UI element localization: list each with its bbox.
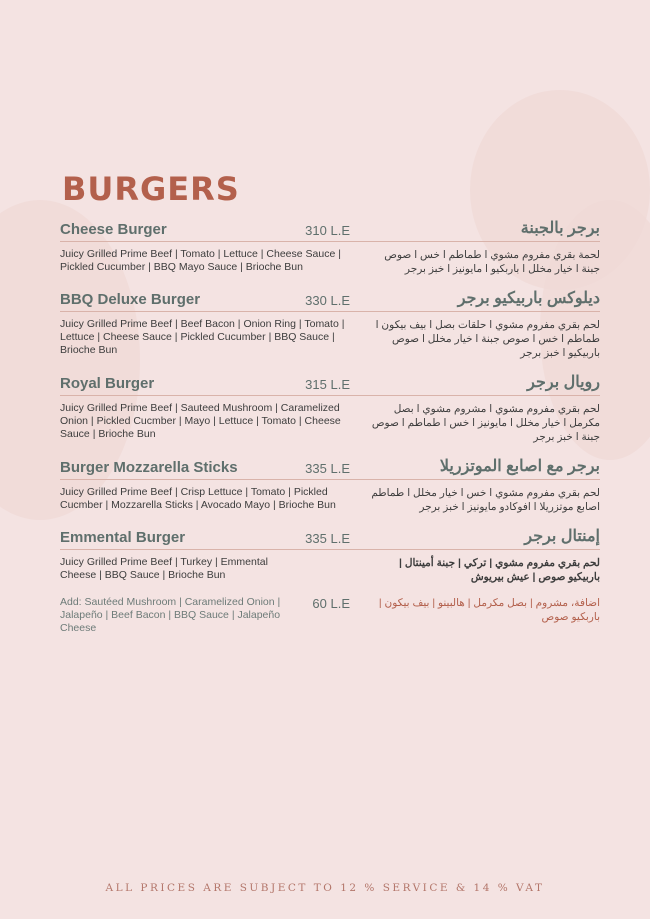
item-name: Emmental Burger: [60, 529, 186, 546]
item-price: 335 L.E: [305, 461, 350, 476]
addon-price: 60 L.E: [312, 596, 350, 611]
menu-list: [60, 218, 600, 635]
item-description: Juicy Grilled Prime Beef | Beef Bacon | Onion Ring | Tomato | Lettuce | Cheese Sauce | Pickled Cucumber | BBQ Sauce | Brioche Bun: [60, 318, 345, 356]
menu-item: [60, 218, 600, 276]
menu-item: [60, 456, 600, 514]
item-name: BBQ Deluxe Burger: [60, 291, 201, 308]
menu-item: [60, 372, 600, 444]
item-name: Burger Mozzarella Sticks: [60, 459, 238, 476]
item-name-arabic: برجر مع اصابع الموتزريلا: [439, 458, 600, 475]
item-description: Juicy Grilled Prime Beef | Turkey | Emmental Cheese | BBQ Sauce | Brioche Bun: [60, 556, 268, 581]
item-name: Royal Burger: [60, 375, 155, 392]
item-price: 330 L.E: [305, 293, 350, 308]
addons: [60, 596, 600, 635]
item-name-arabic: برجر بالجبنة: [520, 220, 600, 237]
item-description: Juicy Grilled Prime Beef | Tomato | Lettuce | Cheese Sauce | Pickled Cucumber | BBQ Mayo Sauce | Brioche Bun: [60, 248, 341, 273]
item-price: 335 L.E: [305, 531, 350, 546]
item-name: Cheese Burger: [60, 221, 167, 238]
item-name-arabic: ديلوكس باربيكيو برجر: [457, 290, 600, 307]
item-description-arabic: لحم بقري مفروم مشوي | تركي | جبنة أمينتال | باربيكيو صوص | عيش بيريوش: [398, 557, 600, 583]
addon-description: Add: Sautéed Mushroom | Caramelized Onion | Jalapeño | Beef Bacon | BBQ Sauce | Jalapeño Cheese: [60, 596, 281, 634]
menu-item: [60, 288, 600, 360]
section-title: BURGERS: [62, 170, 240, 208]
item-price: 310 L.E: [305, 223, 350, 238]
footer-note: ALL PRICES ARE SUBJECT TO 12 % SERVICE & 14 % VAT: [105, 882, 545, 894]
item-price: 315 L.E: [305, 377, 350, 392]
item-description: Juicy Grilled Prime Beef | Crisp Lettuce | Tomato | Pickled Cucmber | Mozzarella Sticks | Avocado Mayo | Brioche Bun: [60, 486, 336, 511]
item-description-arabic: لحم بقري مفروم مشوي ا حلقات بصل ا بيف بيكون ا طماطم ا خس ا صوص جبنة ا خيار مخلل ا صوص باربيكيو ا خبز برجر: [375, 319, 600, 359]
item-description-arabic: لحمة بقري مفروم مشوي ا طماطم ا خس ا صوص جبنة ا خيار مخلل ا باربكيو ا مايونيز ا خبز برجر: [384, 249, 600, 275]
addon-description-arabic: اضافة، مشروم | بصل مكرمل | هالبينو | بيف بيكون | باربكيو صوص: [378, 597, 600, 623]
item-description-arabic: لحم بقري مفروم مشوي ا خس ا خيار مخلل ا طماطم اصابع موتزريلا ا افوكادو مايونيز ا خبز برجر: [371, 487, 600, 513]
item-description: Juicy Grilled Prime Beef | Sauteed Mushroom | Caramelized Onion | Pickled Cucmber | Mayo | Lettuce | Tomato | Cheese Sauce | Brioche Bun: [60, 402, 341, 440]
item-description-arabic: لحم بقري مفروم مشوي ا مشروم مشوي ا بصل مكرمل ا خيار مخلل ا مايونيز ا خس ا طماطم ا صوص جبنة ا خبز برجر: [371, 403, 600, 443]
menu-item: [60, 526, 600, 584]
item-name-arabic: رويال برجر: [527, 374, 600, 391]
item-name-arabic: إمنتال برجر: [524, 528, 600, 545]
